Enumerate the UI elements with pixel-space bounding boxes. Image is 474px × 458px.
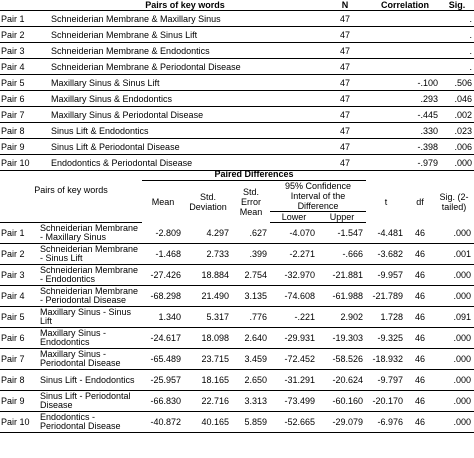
blank-header bbox=[0, 212, 38, 223]
std-deviation-value: 18.098 bbox=[184, 328, 232, 349]
table-row bbox=[0, 349, 474, 370]
blank-header bbox=[406, 168, 434, 181]
blank-header bbox=[38, 212, 142, 223]
table-row bbox=[0, 391, 474, 412]
mean-header: Mean bbox=[151, 196, 175, 207]
correlation-value: .330 bbox=[370, 123, 440, 139]
table-row bbox=[0, 223, 474, 244]
pair-id: Pair 4 bbox=[0, 286, 38, 307]
sig-2tailed-value: .000 bbox=[434, 223, 474, 244]
mean-value: -24.617 bbox=[142, 328, 184, 349]
pair-description: Maxillary Sinus & Sinus Lift bbox=[50, 75, 320, 91]
n-header: N bbox=[320, 0, 370, 11]
df-value: 46 bbox=[406, 328, 434, 349]
std-deviation-value: 23.715 bbox=[184, 349, 232, 370]
std-error-value: .399 bbox=[232, 244, 270, 265]
table-row bbox=[0, 244, 474, 265]
pair-description: Maxillary Sinus - Periodontal Disease bbox=[38, 349, 142, 370]
ci-upper-value: -60.160 bbox=[318, 391, 366, 412]
sig-value: .046 bbox=[440, 91, 474, 107]
ci-lower-value: -32.970 bbox=[270, 265, 318, 286]
ci-lower-header: Lower bbox=[270, 212, 318, 223]
pair-id-header bbox=[0, 0, 50, 11]
df-value: 46 bbox=[406, 370, 434, 391]
pair-description: Sinus Lift - Periodontal Disease bbox=[38, 391, 142, 412]
pairs-header: Pairs of key words bbox=[34, 184, 108, 195]
t-value: -6.976 bbox=[366, 412, 406, 433]
correlation-value: -.398 bbox=[370, 139, 440, 155]
df-value: 46 bbox=[406, 349, 434, 370]
pair-description: Endodontics & Periodontal Disease bbox=[50, 155, 320, 171]
pair-id: Pair 2 bbox=[0, 27, 50, 43]
blank-header bbox=[366, 168, 406, 181]
sig-2tailed-value: .000 bbox=[434, 349, 474, 370]
ci-lower-value: -31.291 bbox=[270, 370, 318, 391]
mean-value: -2.809 bbox=[142, 223, 184, 244]
correlation-value bbox=[370, 59, 440, 75]
pair-description: Schneiderian Membrane & Periodontal Disease bbox=[50, 59, 320, 75]
sig-2tailed-value: .000 bbox=[434, 391, 474, 412]
std-error-value: 2.650 bbox=[232, 370, 270, 391]
pair-description: Sinus Lift & Periodontal Disease bbox=[50, 139, 320, 155]
n-value: 47 bbox=[320, 43, 370, 59]
df-header: df bbox=[416, 196, 424, 207]
df-value: 46 bbox=[406, 244, 434, 265]
std-error-value: 5.859 bbox=[232, 412, 270, 433]
table-row bbox=[0, 107, 474, 123]
t-value: -9.797 bbox=[366, 370, 406, 391]
pair-description: Sinus Lift - Endodontics bbox=[38, 370, 142, 391]
t-value: -18.932 bbox=[366, 349, 406, 370]
pair-id: Pair 7 bbox=[0, 349, 38, 370]
t-header: t bbox=[384, 196, 388, 207]
table-row bbox=[0, 265, 474, 286]
n-value: 47 bbox=[320, 27, 370, 43]
paired-header-row-1 bbox=[0, 168, 474, 181]
correlations-table bbox=[0, 0, 474, 171]
df-value: 46 bbox=[406, 223, 434, 244]
correlation-header: Correlation bbox=[370, 0, 440, 11]
mean-value: -27.426 bbox=[142, 265, 184, 286]
table-row bbox=[0, 328, 474, 349]
mean-value: -66.830 bbox=[142, 391, 184, 412]
ci-upper-value: -21.881 bbox=[318, 265, 366, 286]
pair-description: Schneiderian Membrane - Sinus Lift bbox=[38, 244, 142, 265]
std-deviation-value: 5.317 bbox=[184, 307, 232, 328]
ci-upper-value: -.666 bbox=[318, 244, 366, 265]
paired-differences-header: Paired Differences bbox=[142, 168, 366, 181]
pair-id: Pair 1 bbox=[0, 11, 50, 27]
std-error-value: 3.135 bbox=[232, 286, 270, 307]
pair-description: Maxillary Sinus & Endodontics bbox=[50, 91, 320, 107]
df-value: 46 bbox=[406, 307, 434, 328]
pair-description: Maxillary Sinus & Periodontal Disease bbox=[50, 107, 320, 123]
sig-value: .023 bbox=[440, 123, 474, 139]
ci-lower-value: -2.271 bbox=[270, 244, 318, 265]
ci-upper-value: -1.547 bbox=[318, 223, 366, 244]
correlation-value: -.445 bbox=[370, 107, 440, 123]
ci-lower-value: -29.931 bbox=[270, 328, 318, 349]
std-error-value: .776 bbox=[232, 307, 270, 328]
sig-2tailed-value: .001 bbox=[434, 244, 474, 265]
ci-upper-value: -61.988 bbox=[318, 286, 366, 307]
pair-description: Schneiderian Membrane - Periodontal Disease bbox=[38, 286, 142, 307]
sig-value: . bbox=[440, 43, 474, 59]
correlation-value bbox=[370, 27, 440, 43]
mean-value: -68.298 bbox=[142, 286, 184, 307]
mean-value: 1.340 bbox=[142, 307, 184, 328]
pair-id: Pair 8 bbox=[0, 123, 50, 139]
n-value: 47 bbox=[320, 75, 370, 91]
paired-test-table bbox=[0, 168, 474, 433]
sig-value: . bbox=[440, 11, 474, 27]
pair-description: Schneiderian Membrane & Endodontics bbox=[50, 43, 320, 59]
sig-2tailed-value: .000 bbox=[434, 286, 474, 307]
std-error-value: 3.459 bbox=[232, 349, 270, 370]
t-value: -9.957 bbox=[366, 265, 406, 286]
mean-value: -65.489 bbox=[142, 349, 184, 370]
sig-value: .006 bbox=[440, 139, 474, 155]
pair-id: Pair 1 bbox=[0, 223, 38, 244]
pairs-header: Pairs of key words bbox=[50, 0, 320, 11]
std-deviation-value: 4.297 bbox=[184, 223, 232, 244]
n-value: 47 bbox=[320, 59, 370, 75]
table-row bbox=[0, 307, 474, 328]
ci-upper-header: Upper bbox=[318, 212, 366, 223]
pair-id: Pair 4 bbox=[0, 59, 50, 75]
df-value: 46 bbox=[406, 391, 434, 412]
sig-2tailed-value: .091 bbox=[434, 307, 474, 328]
pair-description: Schneiderian Membrane - Maxillary Sinus bbox=[38, 223, 142, 244]
correlation-value bbox=[370, 43, 440, 59]
ci-lower-value: -73.499 bbox=[270, 391, 318, 412]
std-error-value: 3.313 bbox=[232, 391, 270, 412]
correlation-value: -.979 bbox=[370, 155, 440, 171]
table-row bbox=[0, 11, 474, 27]
n-value: 47 bbox=[320, 11, 370, 27]
correlation-value: -.100 bbox=[370, 75, 440, 91]
table-row bbox=[0, 286, 474, 307]
pair-id: Pair 6 bbox=[0, 328, 38, 349]
ci-upper-value: 2.902 bbox=[318, 307, 366, 328]
sig-value: .506 bbox=[440, 75, 474, 91]
t-value: -4.481 bbox=[366, 223, 406, 244]
table-row bbox=[0, 43, 474, 59]
std-error-value: 2.754 bbox=[232, 265, 270, 286]
t-value: 1.728 bbox=[366, 307, 406, 328]
df-value: 46 bbox=[406, 412, 434, 433]
ci-upper-value: -58.526 bbox=[318, 349, 366, 370]
df-value: 46 bbox=[406, 265, 434, 286]
t-value: -9.325 bbox=[366, 328, 406, 349]
t-value: -20.170 bbox=[366, 391, 406, 412]
pair-description: Maxillary Sinus - Sinus Lift bbox=[38, 307, 142, 328]
pair-id: Pair 9 bbox=[0, 391, 38, 412]
pair-description: Sinus Lift & Endodontics bbox=[50, 123, 320, 139]
sig-value: . bbox=[440, 59, 474, 75]
n-value: 47 bbox=[320, 155, 370, 171]
ci-lower-value: -52.665 bbox=[270, 412, 318, 433]
mean-value: -40.872 bbox=[142, 412, 184, 433]
t-value: -21.789 bbox=[366, 286, 406, 307]
n-value: 47 bbox=[320, 91, 370, 107]
std-deviation-value: 18.884 bbox=[184, 265, 232, 286]
sig-value: .000 bbox=[440, 155, 474, 171]
sig-header: Sig. bbox=[440, 0, 474, 11]
pair-description: Maxillary Sinus - Endodontics bbox=[38, 328, 142, 349]
std-deviation-value: 2.733 bbox=[184, 244, 232, 265]
df-value: 46 bbox=[406, 286, 434, 307]
pair-description: Schneiderian Membrane & Maxillary Sinus bbox=[50, 11, 320, 27]
table-row bbox=[0, 412, 474, 433]
table-row bbox=[0, 91, 474, 107]
table-row bbox=[0, 27, 474, 43]
sig-value: .002 bbox=[440, 107, 474, 123]
t-value: -3.682 bbox=[366, 244, 406, 265]
std-error-value: 2.640 bbox=[232, 328, 270, 349]
ci-lower-value: -4.070 bbox=[270, 223, 318, 244]
pair-id: Pair 5 bbox=[0, 75, 50, 91]
std-deviation-header: Std. Deviation bbox=[189, 191, 227, 212]
pair-id: Pair 3 bbox=[0, 43, 50, 59]
pair-id: Pair 10 bbox=[0, 155, 50, 171]
pair-id: Pair 2 bbox=[0, 244, 38, 265]
table-row bbox=[0, 75, 474, 91]
sig-2tailed-value: .000 bbox=[434, 412, 474, 433]
sig-2tailed-value: .000 bbox=[434, 328, 474, 349]
pair-description: Schneiderian Membrane & Sinus Lift bbox=[50, 27, 320, 43]
table-row bbox=[0, 139, 474, 155]
ci-upper-value: -20.624 bbox=[318, 370, 366, 391]
n-value: 47 bbox=[320, 107, 370, 123]
ci-upper-value: -19.303 bbox=[318, 328, 366, 349]
pair-id: Pair 10 bbox=[0, 412, 38, 433]
pair-id: Pair 3 bbox=[0, 265, 38, 286]
table-row bbox=[0, 370, 474, 391]
std-error-header: Std. Error Mean bbox=[239, 186, 263, 217]
pair-id: Pair 5 bbox=[0, 307, 38, 328]
pair-description: Endodontics - Periodontal Disease bbox=[38, 412, 142, 433]
pair-id: Pair 8 bbox=[0, 370, 38, 391]
table-row bbox=[0, 123, 474, 139]
sig-2tailed-header: Sig. (2-tailed) bbox=[439, 191, 469, 212]
std-error-value: .627 bbox=[232, 223, 270, 244]
ci-lower-value: -72.452 bbox=[270, 349, 318, 370]
std-deviation-value: 22.716 bbox=[184, 391, 232, 412]
ci-header: 95% Confidence Interval of the Difference bbox=[270, 181, 366, 212]
n-value: 47 bbox=[320, 139, 370, 155]
mean-value: -25.957 bbox=[142, 370, 184, 391]
pair-id: Pair 9 bbox=[0, 139, 50, 155]
std-deviation-value: 21.490 bbox=[184, 286, 232, 307]
correlation-value bbox=[370, 11, 440, 27]
n-value: 47 bbox=[320, 123, 370, 139]
ci-lower-value: -74.608 bbox=[270, 286, 318, 307]
sig-value: . bbox=[440, 27, 474, 43]
sig-2tailed-value: .000 bbox=[434, 265, 474, 286]
ci-lower-value: -.221 bbox=[270, 307, 318, 328]
sig-2tailed-value: .000 bbox=[434, 370, 474, 391]
mean-value: -1.468 bbox=[142, 244, 184, 265]
correlation-value: .293 bbox=[370, 91, 440, 107]
std-deviation-value: 18.165 bbox=[184, 370, 232, 391]
ci-upper-value: -29.079 bbox=[318, 412, 366, 433]
table-row bbox=[0, 59, 474, 75]
std-deviation-value: 40.165 bbox=[184, 412, 232, 433]
correlations-header-row bbox=[0, 0, 474, 11]
pair-description: Schneiderian Membrane - Endodontics bbox=[38, 265, 142, 286]
blank-header bbox=[434, 168, 474, 181]
pair-id: Pair 7 bbox=[0, 107, 50, 123]
pair-id: Pair 6 bbox=[0, 91, 50, 107]
